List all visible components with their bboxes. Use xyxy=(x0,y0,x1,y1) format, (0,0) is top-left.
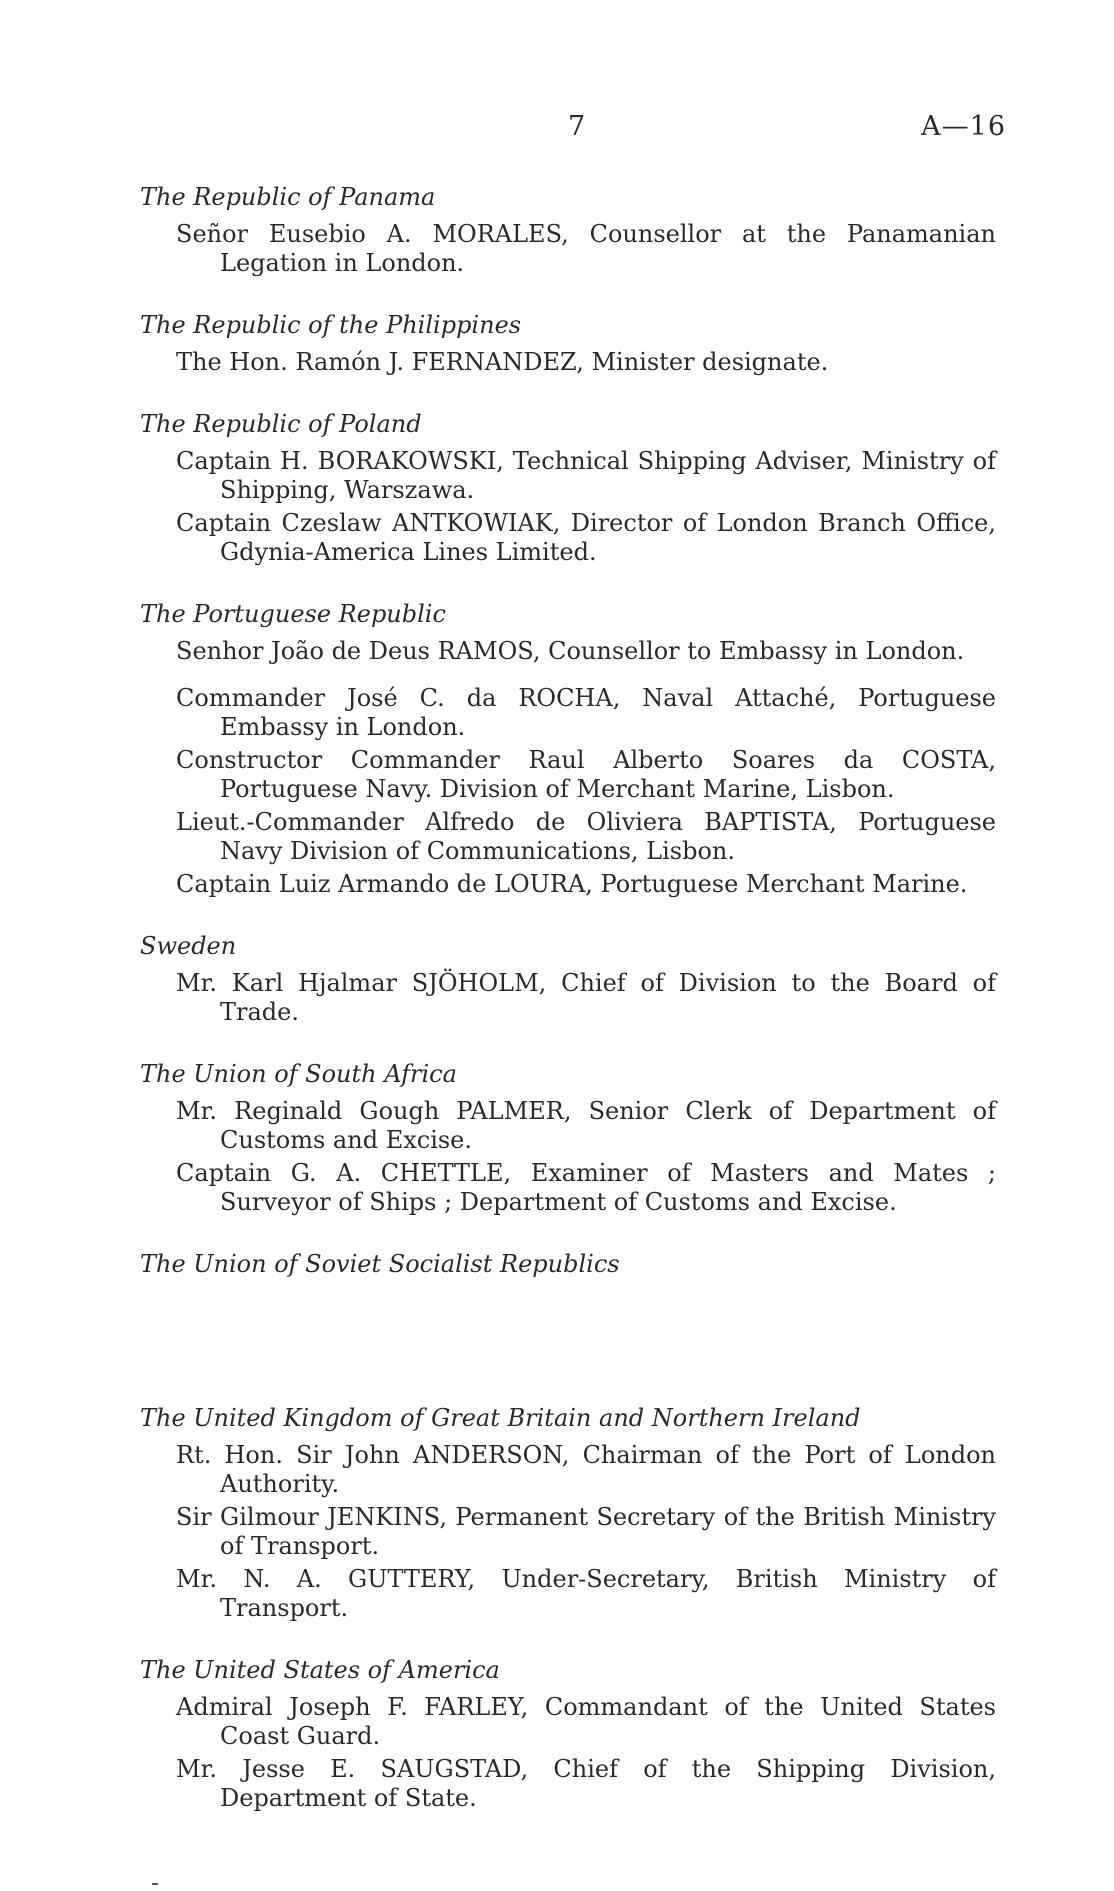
delegate-entry: Admiral Joseph F. FARLEY, Commandant of the United States Coast Guard. xyxy=(176,1693,996,1750)
delegate-entry: Mr. N. A. GUTTERY, Under-Secretary, British Ministry of Transport. xyxy=(176,1565,996,1622)
delegate-entry: Rt. Hon. Sir John ANDERSON, Chairman of the Port of London Authority. xyxy=(176,1441,996,1498)
delegate-entry: Captain G. A. CHETTLE, Examiner of Masters and Mates ; Surveyor of Ships ; Department of Customs and Excise. xyxy=(176,1159,996,1216)
section-sweden xyxy=(140,929,996,1027)
scan-mark xyxy=(152,1883,158,1885)
delegate-entry: Lieut.-Commander Alfredo de Oliviera BAPTISTA, Portuguese Navy Division of Communications, Lisbon. xyxy=(176,808,996,865)
delegate-list xyxy=(140,348,996,377)
country-heading: The United Kingdom of Great Britain and Northern Ireland xyxy=(140,1404,861,1432)
delegate-entry: Mr. Jesse E. SAUGSTAD, Chief of the Shipping Division, Department of State. xyxy=(176,1755,996,1812)
section-poland xyxy=(140,407,996,567)
country-heading: The Portuguese Republic xyxy=(140,600,446,628)
delegation-list xyxy=(140,180,996,1843)
delegate-list xyxy=(140,637,996,899)
delegate-list xyxy=(140,220,996,278)
delegate-list xyxy=(140,1441,996,1623)
delegate-entry: Captain Czeslaw ANTKOWIAK, Director of London Branch Office, Gdynia-America Lines Limited. xyxy=(176,509,996,566)
section-united-kingdom xyxy=(140,1401,996,1623)
delegate-entry: Mr. Karl Hjalmar SJÖHOLM, Chief of Division to the Board of Trade. xyxy=(176,969,996,1026)
country-heading: The Republic of Poland xyxy=(140,410,422,438)
section-philippines xyxy=(140,308,996,377)
delegate-entry: The Hon. Ramón J. FERNANDEZ, Minister designate. xyxy=(176,348,829,376)
country-heading: The Republic of Panama xyxy=(140,183,436,211)
delegate-entry: Captain Luiz Armando de LOURA, Portuguese Merchant Marine. xyxy=(176,870,968,898)
section-panama xyxy=(140,180,996,278)
section-south-africa xyxy=(140,1057,996,1217)
delegate-list xyxy=(140,969,996,1027)
country-heading: The Union of Soviet Socialist Republics xyxy=(140,1250,620,1278)
delegate-entry: Senhor João de Deus RAMOS, Counsellor to Embassy in London. xyxy=(176,637,965,665)
delegate-entry: Commander José C. da ROCHA, Naval Attaché, Portuguese Embassy in London. xyxy=(176,684,996,741)
page-number: 7 xyxy=(568,111,586,142)
delegate-list xyxy=(140,1693,996,1813)
section-united-states xyxy=(140,1653,996,1813)
delegate-entry: Captain H. BORAKOWSKI, Technical Shipping Adviser, Ministry of Shipping, Warszawa. xyxy=(176,447,996,504)
country-heading: Sweden xyxy=(140,932,237,960)
delegate-list xyxy=(140,1097,996,1217)
delegate-entry: Señor Eusebio A. MORALES, Counsellor at the Panamanian Legation in London. xyxy=(176,220,996,277)
delegate-list xyxy=(140,447,996,567)
country-heading: The Union of South Africa xyxy=(140,1060,457,1088)
document-code: A—16 xyxy=(921,111,1006,142)
delegate-entry: Sir Gilmour JENKINS, Permanent Secretary of the British Ministry of Transport. xyxy=(176,1503,996,1560)
section-ussr xyxy=(140,1247,996,1281)
country-heading: The United States of America xyxy=(140,1656,500,1684)
delegate-entry: Mr. Reginald Gough PALMER, Senior Clerk of Department of Customs and Excise. xyxy=(176,1097,996,1154)
section-portugal xyxy=(140,597,996,899)
country-heading: The Republic of the Philippines xyxy=(140,311,522,339)
delegate-entry: Constructor Commander Raul Alberto Soares da COSTA, Portuguese Navy. Division of Merchant Marine, Lisbon. xyxy=(176,746,996,803)
